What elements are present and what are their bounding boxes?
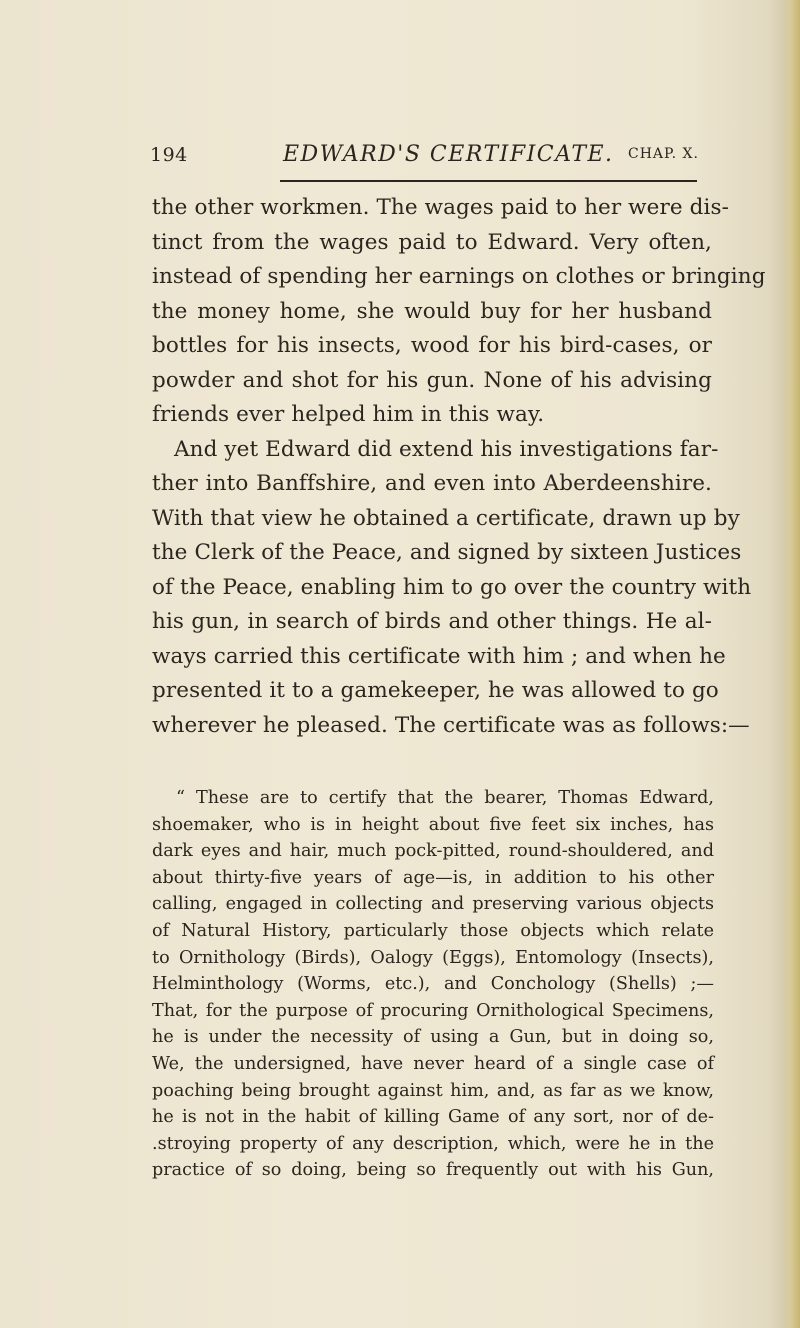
quote-line: “ These are to certify that the bearer, Thomas Edward, [176, 788, 714, 808]
quote-line: calling, engaged in collecting and preserving various objects [152, 894, 714, 915]
body-line: instead of spending her earnings on clothes or bringing [152, 264, 766, 289]
quote-line: That, for the purpose of procuring Ornithological Specimens, [152, 1000, 714, 1021]
body-line: the other workmen. The wages paid to her were dis- [152, 195, 729, 220]
quote-line: practice of so doing, being so frequently out with his Gun, [152, 1160, 714, 1181]
body-line: With that view he obtained a certificate, drawn up by [152, 505, 740, 531]
header-rule [280, 180, 697, 182]
quote-line: he is not in the habit of killing Game of any sort, nor of de- [152, 1107, 714, 1128]
body-line: ways carried this certificate with him ; and when he [152, 643, 726, 669]
page-number: 194 [150, 144, 188, 166]
chapter-label: CHAP. X. [628, 146, 699, 162]
quote-line: shoemaker, who is in height about five feet six inches, has [152, 814, 714, 835]
running-title: EDWARD'S CERTIFICATE. [283, 142, 614, 167]
quote-line: We, the undersigned, have never heard of a single case of [152, 1053, 714, 1074]
body-line: the Clerk of the Peace, and signed by sixteen Justices [152, 540, 742, 565]
body-line: of the Peace, enabling him to go over the country with [152, 574, 752, 600]
body-line: wherever he pleased. The certificate was as follows:— [152, 712, 750, 738]
body-line: tinct from the wages paid to Edward. Very often, [152, 229, 712, 255]
quote-line: .stroying property of any description, which, were he in the [152, 1133, 714, 1154]
page-header [150, 144, 720, 174]
quote-line: dark eyes and hair, much pock-pitted, round-shouldered, and [152, 841, 714, 862]
quote-line: poaching being brought against him, and, as far as we know, [152, 1080, 714, 1101]
quote-line: Helminthology (Worms, etc.), and Conchology (Shells) ;— [152, 974, 714, 995]
body-line: the money home, she would buy for her husband [152, 298, 712, 324]
quote-line: to Ornithology (Birds), Oalogy (Eggs), Entomology (Insects), [152, 947, 714, 968]
certificate-quote [152, 785, 714, 1184]
body-line: friends ever helped him in this way. [152, 402, 545, 427]
quote-line: about thirty-five years of age—is, in addition to his other [152, 867, 714, 888]
body-line: And yet Edward did extend his investigations far- [174, 436, 719, 462]
body-line: bottles for his insects, wood for his bird-cases, or [152, 333, 712, 358]
quote-line: of Natural History, particularly those objects which relate [152, 920, 714, 941]
page-edge-shading [782, 0, 800, 1328]
body-line: powder and shot for his gun. None of his advising [152, 367, 712, 393]
body-line: ther into Banffshire, and even into Aberdeenshire. [152, 471, 712, 496]
body-line: presented it to a gamekeeper, he was allowed to go [152, 678, 719, 703]
body-line: his gun, in search of birds and other things. He al- [152, 609, 712, 634]
quote-line: he is under the necessity of using a Gun, but in doing so, [152, 1027, 714, 1048]
body-text [152, 191, 766, 743]
